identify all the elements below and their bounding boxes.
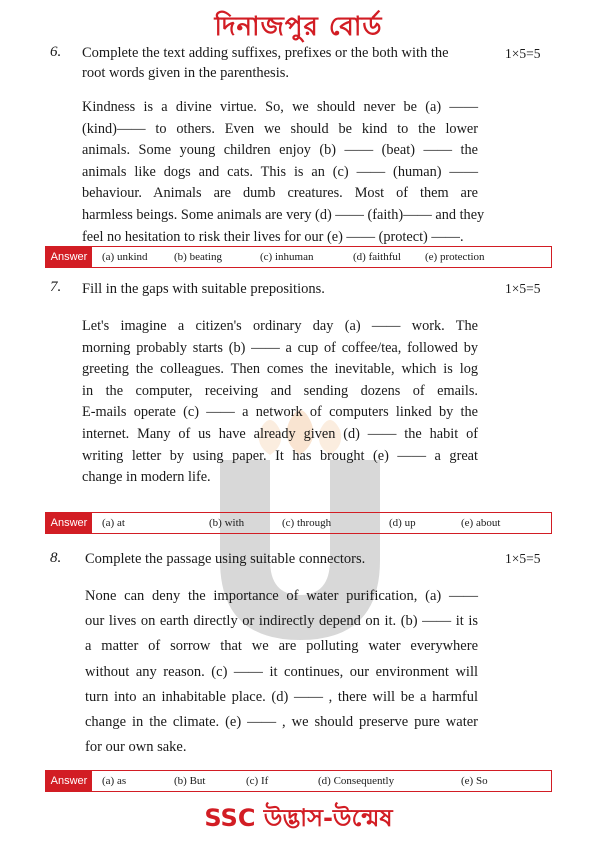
answer-item: (b) beating xyxy=(174,251,222,263)
question-passage: Kindness is a divine virtue. So, we should never be (a) —— (kind)—— to others. Even we should be kind to the lower animals. Some young children enjoy (b) —— (beat) —— the animals like dogs and cats. This is an (c) —— (human) —— behaviour. Animals are dumb creatures. Most of them are harmless beings. Some animals are very (d) —— (faith)—— and they feel no hesitation to risk their lives for our (e) —— (protect) ——. xyxy=(82,99,485,245)
answer-bar xyxy=(45,512,552,534)
question-passage: None can deny the importance of water purification, (a) —— our lives on earth directly or indirectly depend on it. (b) —— it is a matter of sorrow that we are polluting water everywhere without any reason. (c) —— it continues, our environment will turn into an inhabitable place. (d) —— , there will be a harmful change in the climate. (e) —— , we should preserve pure water for our own sake. xyxy=(85,588,478,756)
answer-item: (c) inhuman xyxy=(260,251,314,263)
answer-item: (e) protection xyxy=(425,251,485,263)
question-marks: 1×5=5 xyxy=(505,46,541,61)
answer-item: (e) So xyxy=(461,775,488,787)
question-instruction: Complete the passage using suitable connectors. xyxy=(85,551,366,567)
question-marks: 1×5=5 xyxy=(505,551,541,566)
answer-item: (b) with xyxy=(209,517,245,529)
answer-item: (a) at xyxy=(102,517,125,529)
question-instruction: Fill in the gaps with suitable prepositions. xyxy=(82,281,325,297)
answer-label: Answer xyxy=(46,247,92,267)
answer-item: (b) But xyxy=(174,775,206,787)
question-number: 8. xyxy=(50,550,62,566)
question-number: 6. xyxy=(50,44,62,60)
question-marks: 1×5=5 xyxy=(505,281,541,296)
answer-item: (c) If xyxy=(246,775,269,787)
question-number: 7. xyxy=(50,279,62,295)
answer-item: (a) as xyxy=(102,775,127,787)
answer-item: (c) through xyxy=(282,517,332,529)
answer-label: Answer xyxy=(46,513,92,533)
answer-item: (d) Consequently xyxy=(318,775,395,787)
question-instruction: Complete the text adding suffixes, prefixes or the both with the root words given in the parenthesis. xyxy=(82,45,449,81)
answer-item: (a) unkind xyxy=(102,251,148,263)
question-passage: Let's imagine a citizen's ordinary day (a) —— work. The morning probably starts (b) —— a cup of coffee/tea, followed by greeting the colleagues. Then comes the inevitable, which is log in the computer, receiving and sending dozens of emails. E-mails operate (c) —— a network of computers linked by the internet. Many of us have already given (d) —— the habit of writing letter by using paper. It has brought (e) —— a great change in modern life. xyxy=(82,318,478,486)
answer-item: (e) about xyxy=(461,517,501,529)
answer-bar xyxy=(45,246,552,268)
answer-item: (d) up xyxy=(389,517,416,529)
answer-item: (d) faithful xyxy=(353,251,401,263)
answer-bar xyxy=(45,770,552,792)
answer-label: Answer xyxy=(46,771,92,791)
footer-title: SSC উদ্ভাস-উন্মেষ xyxy=(204,804,393,832)
board-title: দিনাজপুর বোর্ড xyxy=(214,12,383,42)
